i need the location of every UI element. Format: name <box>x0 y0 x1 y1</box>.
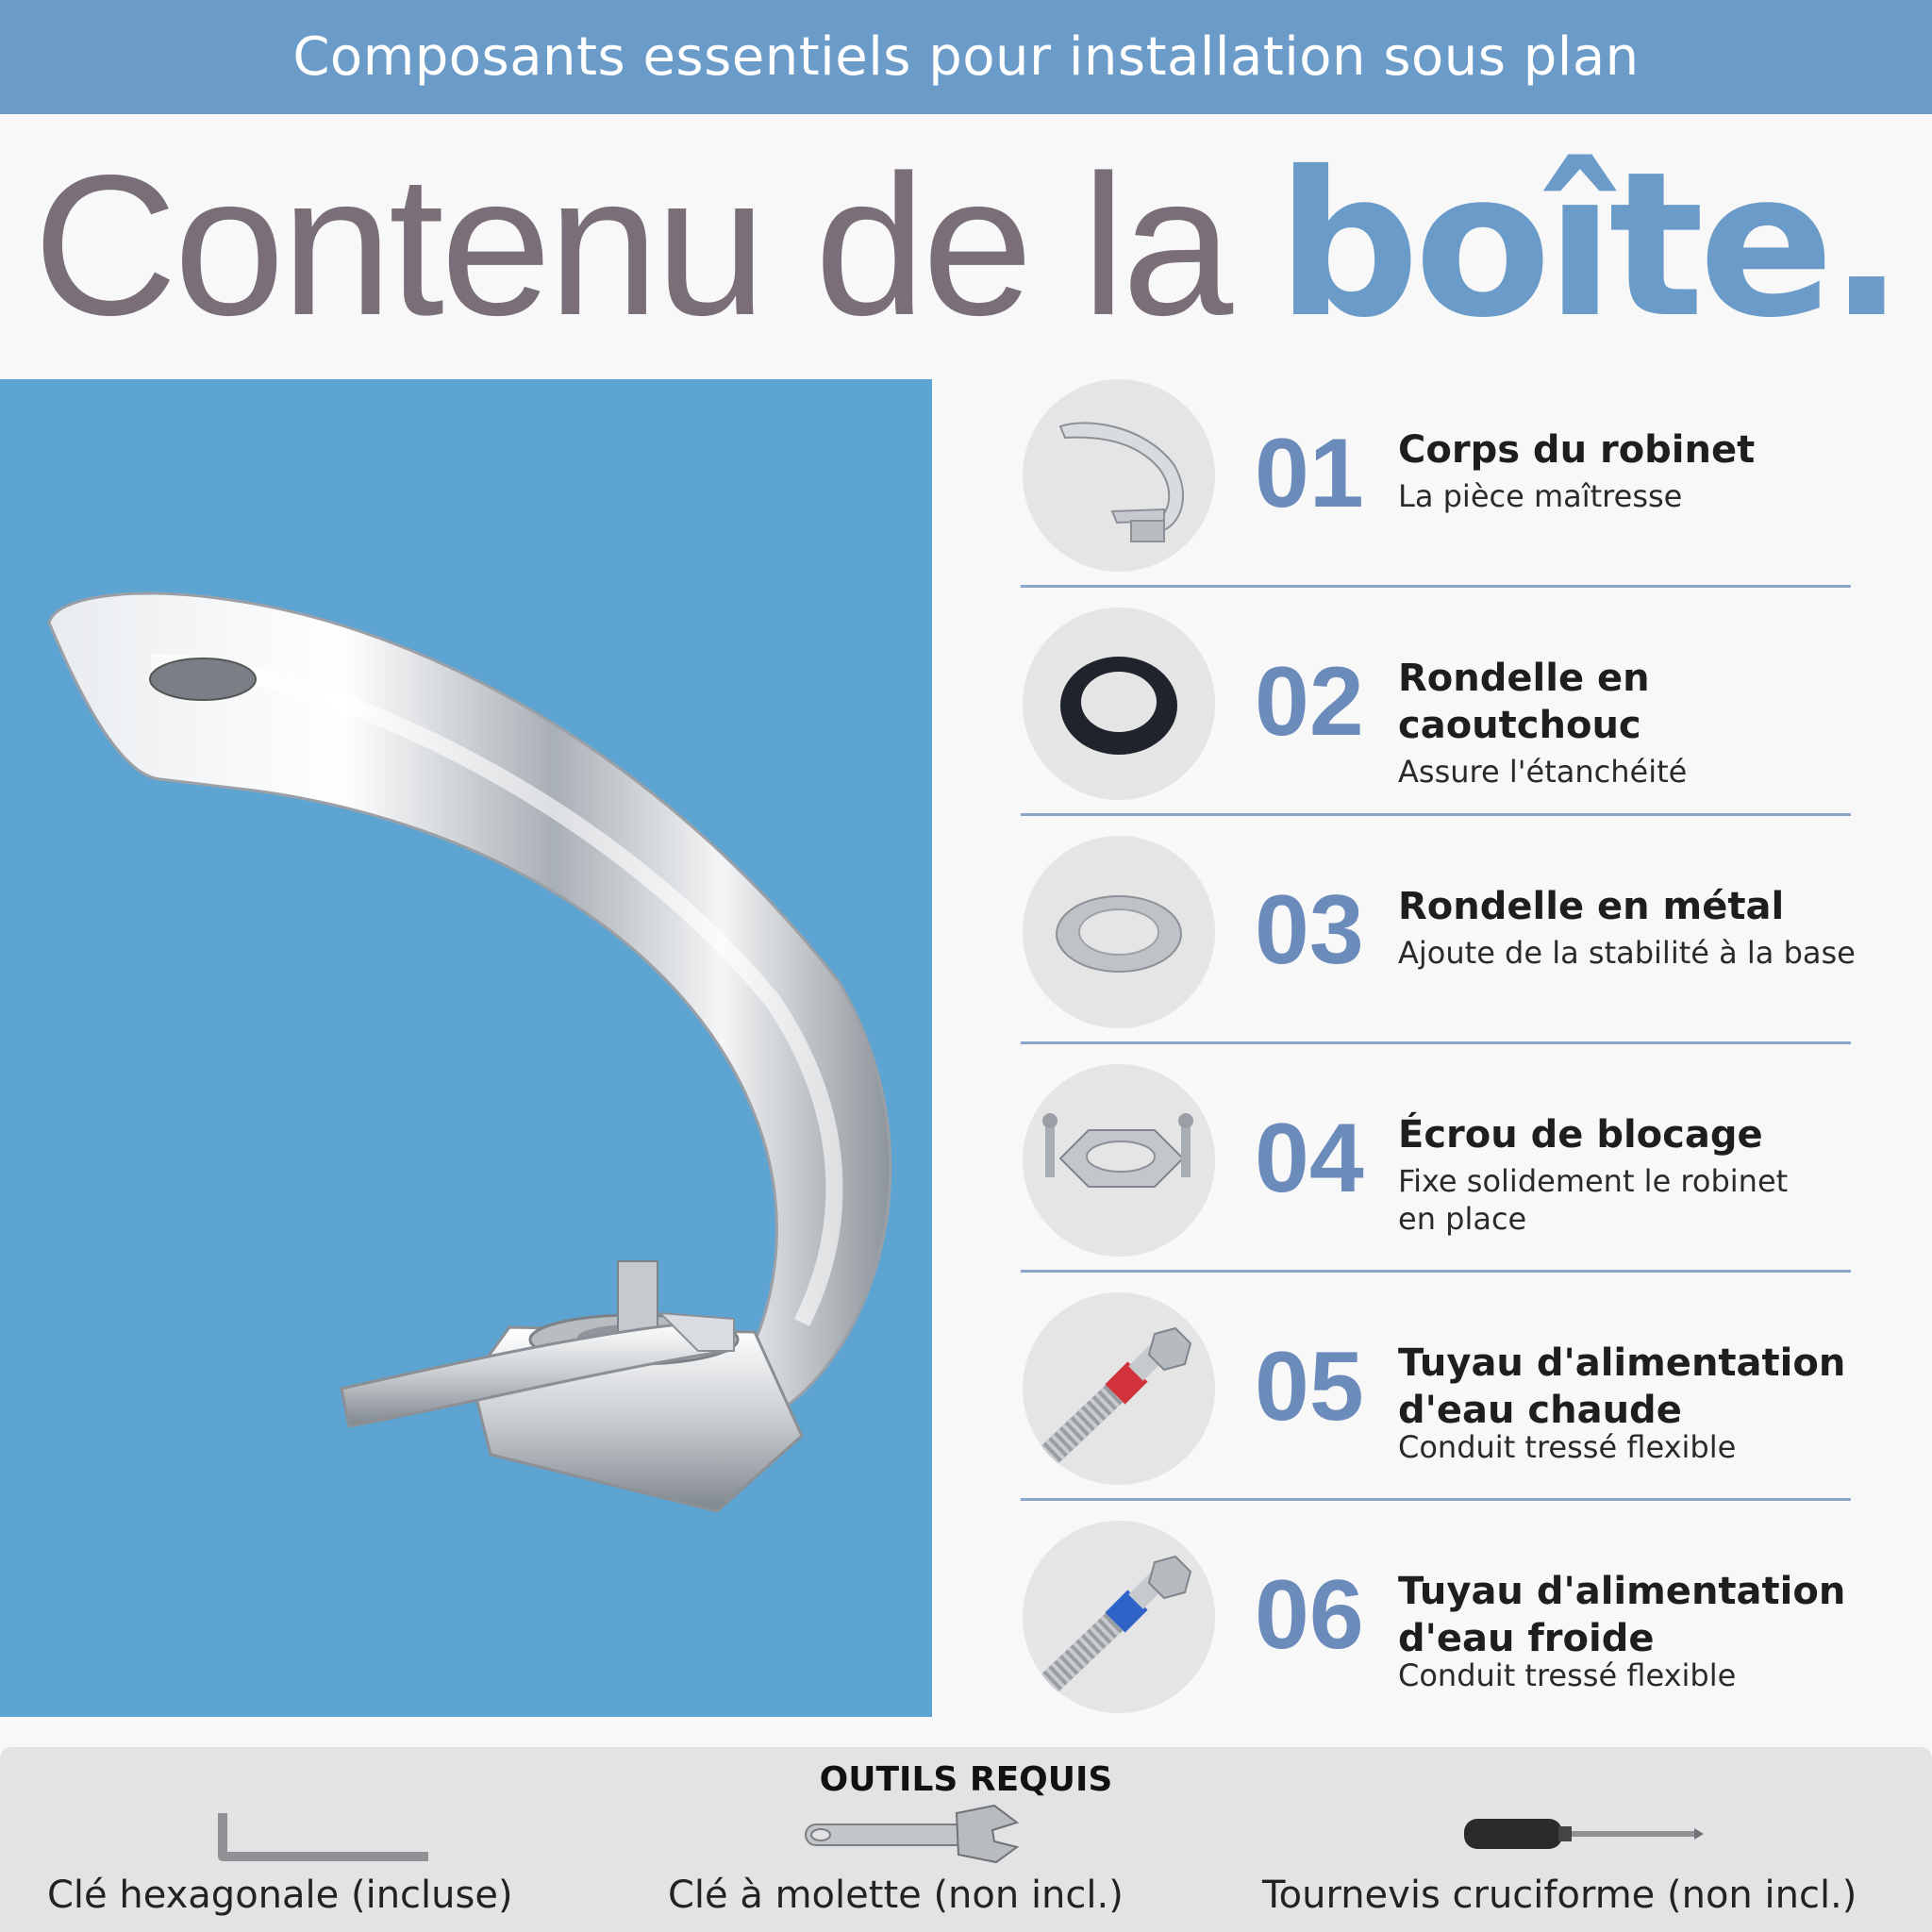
item-title-text: Rondelle en métal <box>1398 885 1785 928</box>
item-title <box>1398 426 1889 515</box>
list-item <box>1021 1060 1898 1289</box>
faucet-illustration <box>0 379 932 1717</box>
item-title <box>1398 1111 1889 1238</box>
item-title-text: Tuyau d'alimentation d'eau chaude <box>1398 1341 1846 1432</box>
lock-nut-icon <box>1023 1064 1215 1257</box>
divider <box>1021 1498 1851 1501</box>
item-title-text: Écrou de blocage <box>1398 1113 1763 1157</box>
hex-key-icon <box>213 1809 432 1866</box>
banner-text: Composants essentiels pour installation sous plan <box>292 26 1640 88</box>
tool-adjustable-wrench <box>668 1804 1158 1932</box>
screwdriver-icon <box>1460 1815 1706 1853</box>
item-title-text: Rondelle en caoutchouc <box>1398 657 1650 747</box>
item-number: 06 <box>1255 1560 1364 1670</box>
item-number: 04 <box>1255 1104 1364 1213</box>
divider <box>1021 1270 1851 1273</box>
item-description: Conduit tressé flexible <box>1398 1657 1737 1693</box>
item-number: 03 <box>1255 875 1364 985</box>
item-description: Ajoute de la stabilité à la base <box>1398 935 1856 971</box>
item-title <box>1398 883 1889 972</box>
list-item <box>1021 375 1898 604</box>
item-title-text: Corps du robinet <box>1398 428 1756 472</box>
list-item <box>1021 1517 1898 1745</box>
tool-hex-key <box>47 1804 575 1932</box>
item-number: 02 <box>1255 647 1364 757</box>
item-title <box>1398 1340 1889 1466</box>
adjustable-wrench-icon <box>796 1804 1023 1864</box>
item-number: 05 <box>1255 1332 1364 1441</box>
tool-label: Clé à molette (non incl.) <box>668 1874 1124 1917</box>
item-title <box>1398 655 1889 791</box>
divider <box>1021 813 1851 816</box>
item-description: Fixe solidement le robinet en place <box>1398 1163 1789 1237</box>
item-title-text: Tuyau d'alimentation d'eau froide <box>1398 1570 1846 1660</box>
hot-hose-icon <box>1023 1292 1215 1485</box>
title-light: Contenu de la <box>33 133 1230 357</box>
item-title <box>1398 1568 1889 1694</box>
tool-label: Tournevis cruciforme (non incl.) <box>1262 1874 1857 1917</box>
tool-screwdriver <box>1262 1804 1904 1932</box>
list-item <box>1021 604 1898 832</box>
metal-washer-icon <box>1023 836 1215 1028</box>
item-description: Conduit tressé flexible <box>1398 1429 1737 1465</box>
faucet-icon <box>1023 379 1215 572</box>
item-number: 01 <box>1255 419 1364 528</box>
list-item <box>1021 832 1898 1060</box>
top-banner <box>0 0 1932 114</box>
required-tools-panel <box>0 1747 1932 1932</box>
list-item <box>1021 1289 1898 1517</box>
item-description: La pièce maîtresse <box>1398 478 1683 514</box>
page-title <box>0 128 1932 361</box>
faucet-photo <box>0 379 932 1717</box>
tools-title: OUTILS REQUIS <box>819 1760 1113 1799</box>
title-bold: boîte. <box>1276 128 1899 361</box>
item-description: Assure l'étanchéité <box>1398 754 1688 790</box>
cold-hose-icon <box>1023 1521 1215 1713</box>
tool-label: Clé hexagonale (incluse) <box>47 1874 513 1917</box>
divider <box>1021 585 1851 588</box>
divider <box>1021 1041 1851 1044</box>
rubber-washer-icon <box>1023 608 1215 800</box>
